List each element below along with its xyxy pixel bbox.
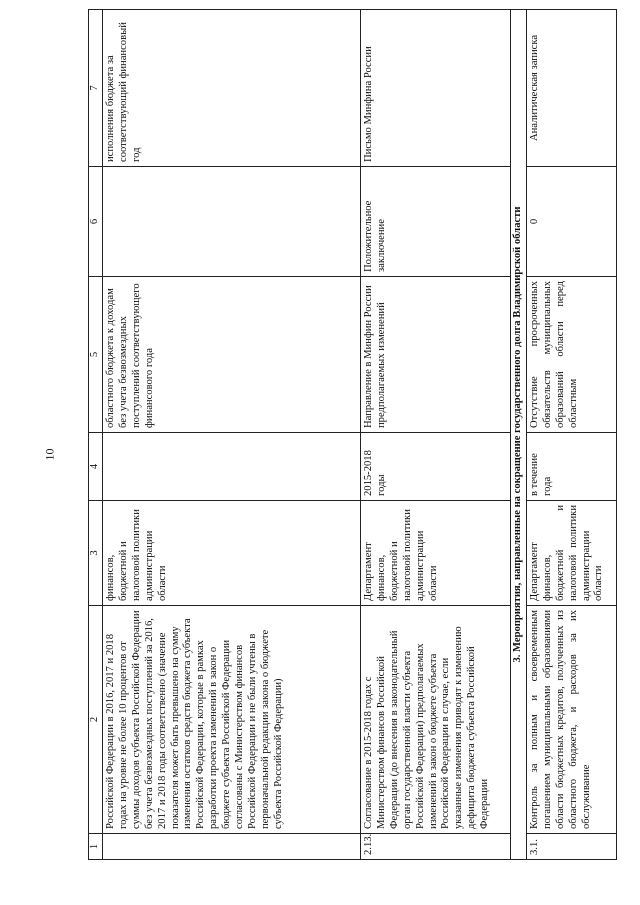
table-row bbox=[360, 10, 510, 860]
header-cell: 1 bbox=[89, 834, 103, 860]
table-header-row bbox=[89, 10, 103, 860]
indicator: Направление в Минфин России предполагаемых изменений bbox=[360, 277, 510, 433]
responsible: Департамент финансов, бюджетной и налоговой политики администрации области bbox=[360, 501, 510, 606]
deadline: 2015-2018 годы bbox=[360, 433, 510, 501]
row-number bbox=[102, 834, 360, 860]
header-cell: 4 bbox=[89, 433, 103, 501]
value bbox=[102, 167, 360, 277]
measure-text: Согласование в 2015-2018 годах с Министерством финансов Российской Федерации (до внесения в законодательный орган государственной власти субъекта Российской Федерации) предполагаемых изменений в закон о бюджете субъекта Российской Федерации в случае, если указанные изменения приводят к изменению дефицита бюджета субъекта Российской Федерации bbox=[360, 606, 510, 834]
table-row bbox=[526, 10, 616, 860]
value: 0 bbox=[526, 167, 616, 277]
indicator: областного бюджета к доходам без учета безвозмездных поступлений соответствующего финансового года bbox=[102, 277, 360, 433]
section-title: 3. Мероприятия, направленные на сокращение государственного долга Владимирской области bbox=[510, 10, 526, 860]
measure-text: Российской Федерации в 2016, 2017 и 2018 годах на уровне не более 10 процентов от суммы доходов субъекта Российской Федерации без учета безвозмездных поступлений за 2016, 2017 и 2018 годы соответственно (значение показателя может быть превышено на сумму изменения остатков средств бюджета субъекта Российской Федерации, которые в рамках разработки проекта изменений в закон о бюджете субъекта Российской Федерации согласованы с Министерством финансов Российской Федерации и не были учтены в первоначальной редакции закона о бюджете субъекта Российской Федерации) bbox=[102, 606, 360, 834]
deadline: в течение года bbox=[526, 433, 616, 501]
responsible: финансов, бюджетной и налоговой политики администрации области bbox=[102, 501, 360, 606]
row-number: 3.1. bbox=[526, 834, 616, 860]
rotated-table-container bbox=[88, 10, 626, 860]
header-cell: 6 bbox=[89, 167, 103, 277]
deadline bbox=[102, 433, 360, 501]
page-number: 10 bbox=[42, 448, 57, 461]
indicator: Отсутствие просроченных обязательств муниципальных образований области перед областным bbox=[526, 277, 616, 433]
result-form: Письмо Минфина России bbox=[360, 10, 510, 167]
value: Положительное заключение bbox=[360, 167, 510, 277]
header-cell: 2 bbox=[89, 606, 103, 834]
row-number: 2.13. bbox=[360, 834, 510, 860]
table-row bbox=[102, 10, 360, 860]
result-form: исполнения бюджета за соответствующий финансовый год bbox=[102, 10, 360, 167]
section-row bbox=[510, 10, 526, 860]
header-cell: 3 bbox=[89, 501, 103, 606]
header-cell: 5 bbox=[89, 277, 103, 433]
header-cell: 7 bbox=[89, 10, 103, 167]
measures-table bbox=[88, 9, 617, 860]
responsible: Департамент финансов, бюджетной и налоговой политики администрации области bbox=[526, 501, 616, 606]
measure-text: Контроль за полным и своевременным погашением муниципальными образованиями области бюджетных кредитов, полученных из областного бюджета, и расходов за их обслуживание bbox=[526, 606, 616, 834]
result-form: Аналитическая записка bbox=[526, 10, 616, 167]
